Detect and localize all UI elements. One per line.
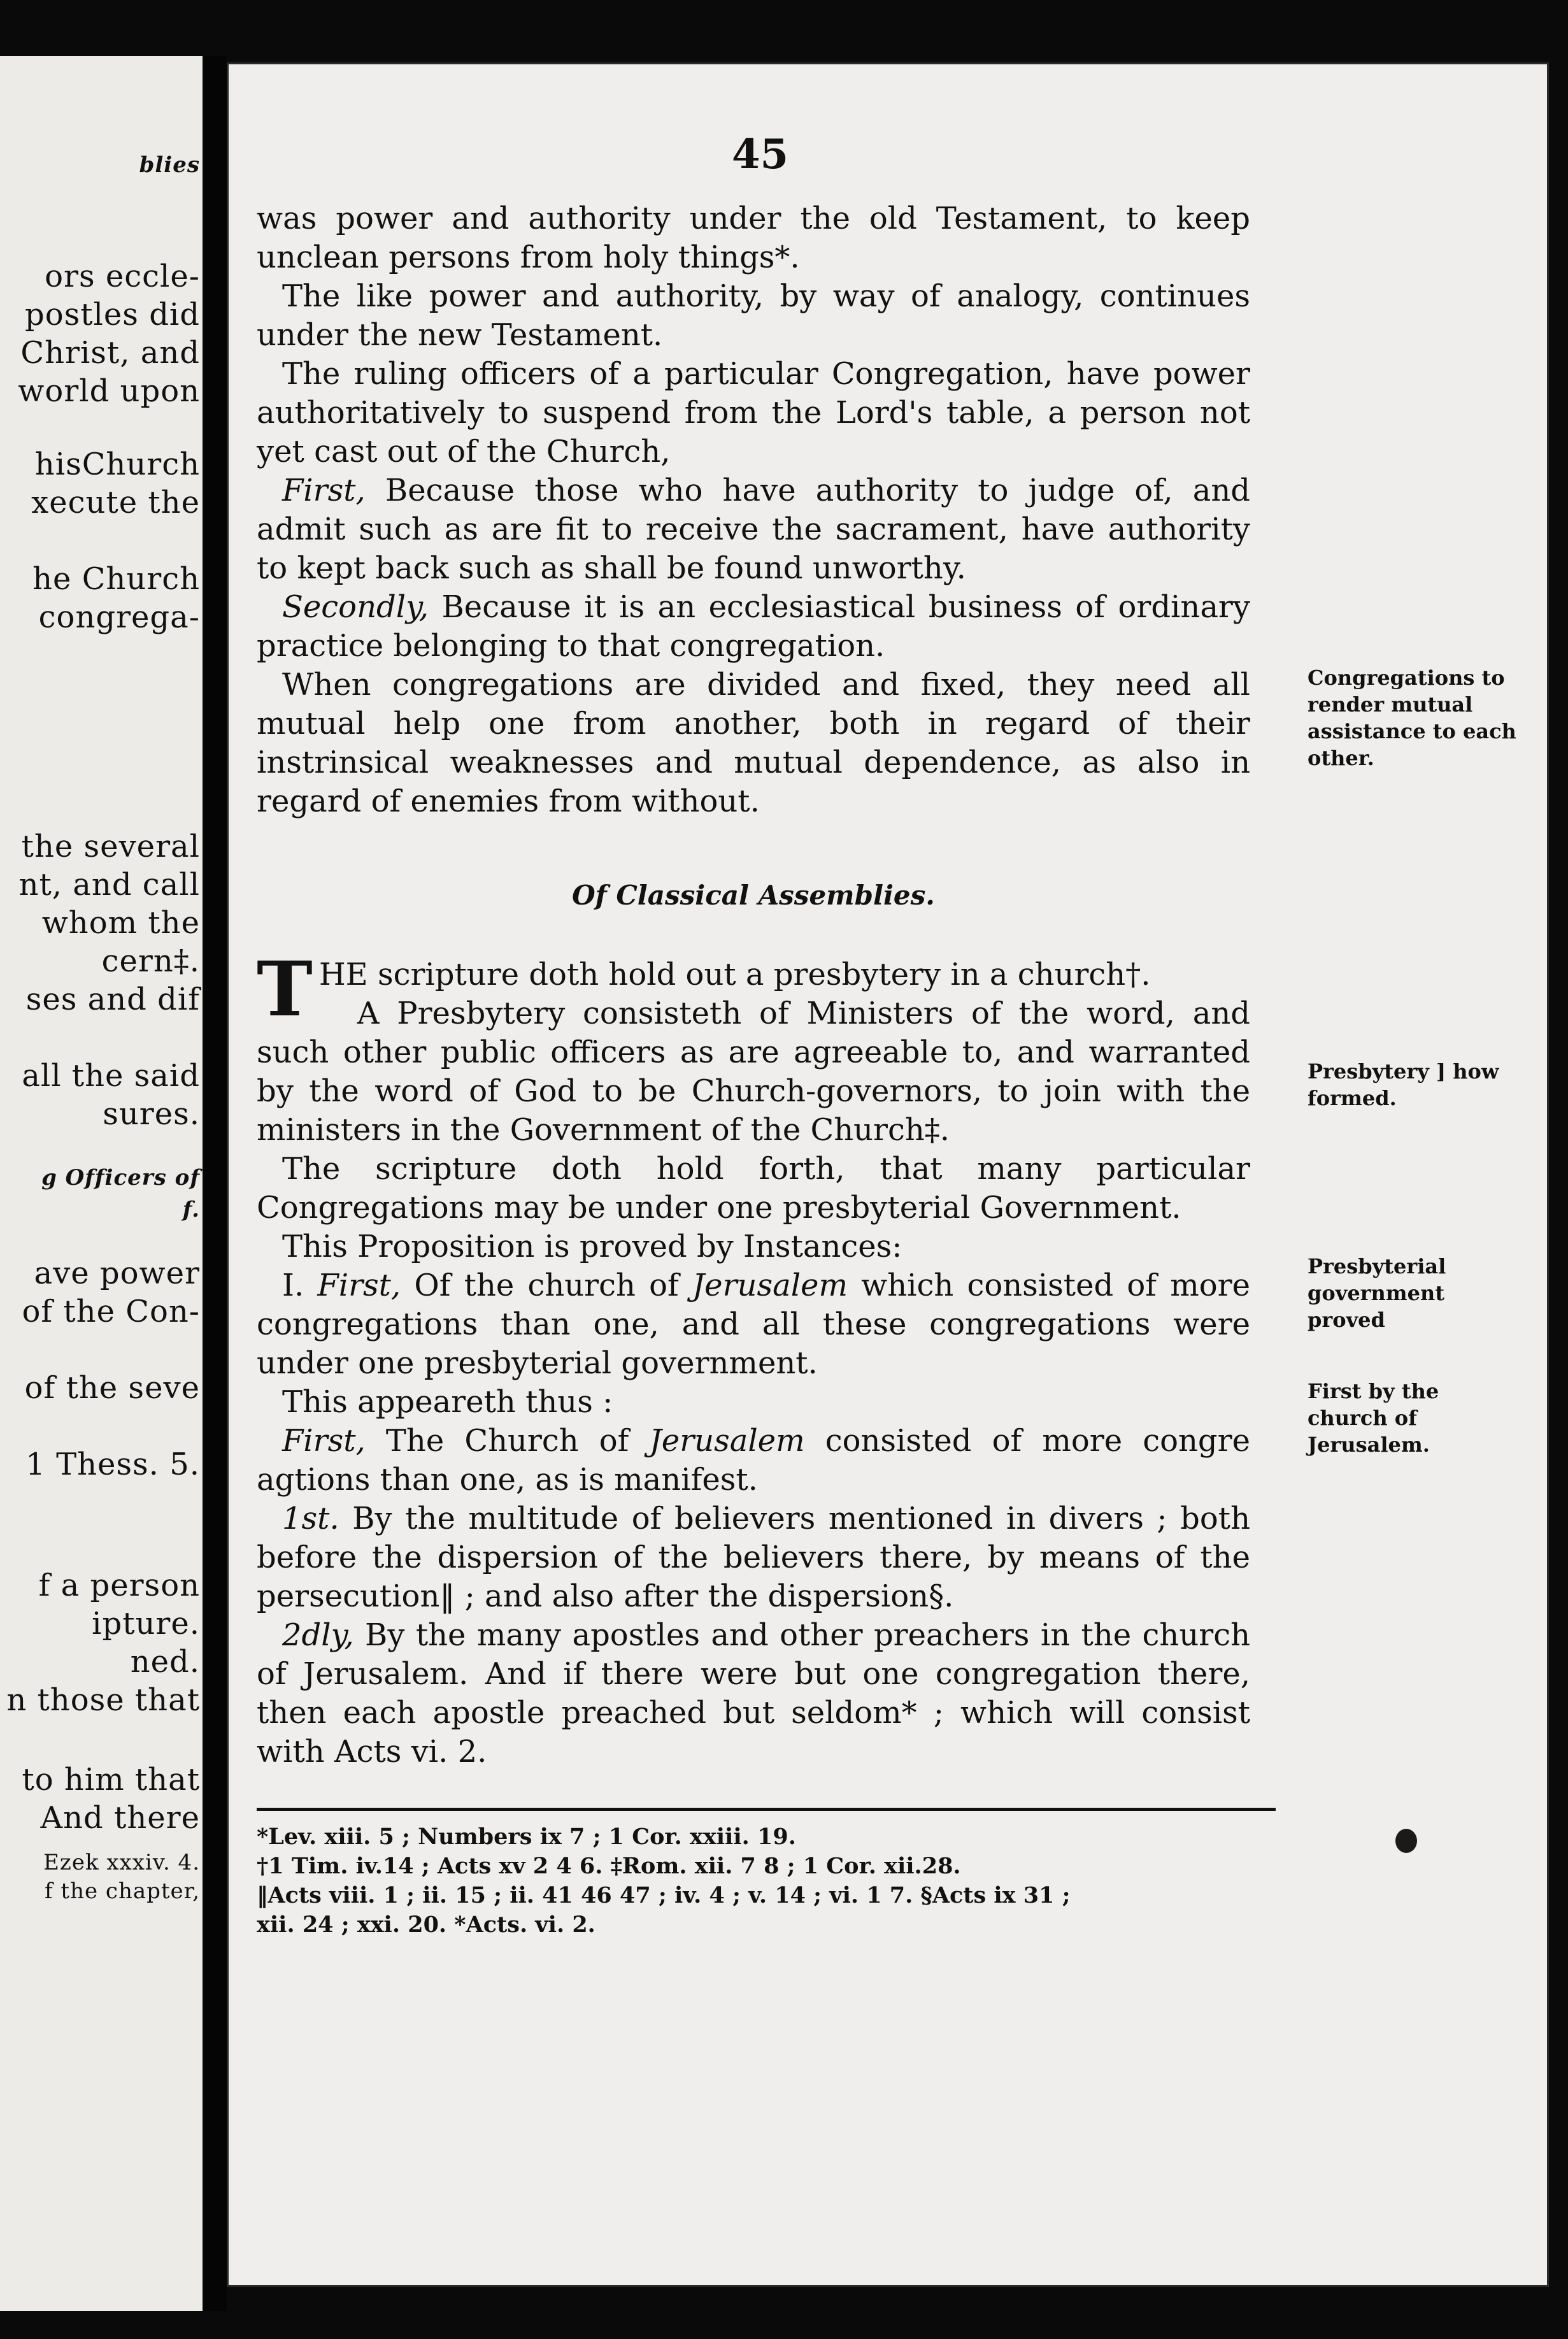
margin-note: Presbyterial government proved	[1308, 1254, 1446, 1332]
left-page-line: f.	[182, 1197, 200, 1222]
paragraph-body: which consisted of more congregations than one, and all these congregations were under one presbyterial government.	[257, 1268, 1250, 1381]
footnote-rule	[257, 1808, 1276, 1811]
paragraph: This Proposition is proved by Instances:	[282, 1229, 902, 1264]
left-page-line: ses and dif	[25, 982, 200, 1017]
ink-spot	[1395, 1829, 1417, 1853]
footnote-line: *Lev. xiii. 5 ; Numbers ix 7 ; 1 Cor. xxiii. 19.	[257, 1824, 796, 1850]
paragraph-body: HE scripture doth hold out a presbytery in a church†.	[318, 957, 1151, 992]
paragraph	[257, 945, 1250, 1033]
paragraph-body: consisted of more congre agtions than one, as is manifest.	[257, 1423, 1251, 1498]
left-page-line: And there	[40, 1800, 200, 1836]
left-page-line: n those that	[6, 1682, 200, 1718]
left-page-line: ned.	[130, 1644, 200, 1680]
paragraph-lead: Secondly,	[282, 589, 429, 625]
paragraph-body: The Church of	[365, 1423, 650, 1459]
paragraph	[257, 471, 1250, 588]
paragraph: A Presbytery consisteth of Ministers of the word, and such other public officers as are agreeable to, and warranted by the word of God to be Church-governors, to join with the ministers in the Government of the Church‡.	[257, 996, 1250, 1148]
footnote-line: ‖Acts viii. 1 ; ii. 15 ; ii. 41 46 47 ; iv. 4 ; v. 14 ; vi. 1 7. §Acts ix 31 ;	[257, 1882, 1071, 1908]
paragraph: was power and authority under the old Testament, to keep unclean persons from holy things*.	[257, 201, 1250, 275]
margin-note: First by the church of Jerusalem.	[1308, 1379, 1439, 1457]
left-page-line: world upon	[18, 373, 200, 409]
paragraph	[257, 1422, 1250, 1499]
paragraph-lead: 1st.	[282, 1501, 339, 1536]
left-page-line: of the seve	[24, 1370, 200, 1406]
left-page-line: to him that	[22, 1762, 200, 1798]
paragraph-number: I.	[282, 1268, 318, 1303]
right-page	[227, 62, 1549, 2287]
left-page-line: f the chapter,	[45, 1878, 200, 1904]
left-page-line: sures.	[103, 1096, 200, 1132]
paragraph: When congregations are divided and fixed, they need all mutual help one from another, both in regard of their instrinsical weaknesses and mutual dependence, as also in regard of enemies from without.	[257, 667, 1250, 819]
paragraph	[257, 1499, 1250, 1616]
left-page-line: g Officers of	[41, 1165, 200, 1191]
paragraph: The ruling officers of a particular Congregation, have power authoritatively to suspend from the Lord's table, a person not yet cast out of the Church,	[257, 356, 1250, 469]
left-page-line: the several	[21, 829, 200, 864]
left-page-line: Christ, and	[20, 335, 200, 371]
left-page-line: congrega-	[38, 599, 200, 635]
paragraph-lead: First,	[317, 1268, 401, 1303]
paragraph: The scripture doth hold forth, that many particular Congregations may be under one presbyterial Government.	[257, 1151, 1250, 1226]
place-name: Jerusalem	[649, 1423, 805, 1459]
left-page-line: Ezek xxxiv. 4.	[43, 1850, 200, 1875]
paragraph-lead: First,	[282, 473, 366, 508]
paragraph-lead: First,	[282, 1423, 366, 1459]
left-page-line: 1 Thess. 5.	[25, 1447, 200, 1482]
paragraph-body: Because those who have authority to judge of, and admit such as are fit to receive the sacrament, have authority to kept back such as shall be found unworthy.	[257, 473, 1250, 586]
left-page-line: blies	[139, 152, 200, 178]
left-page-line: whom the	[41, 905, 200, 941]
footnote-line: xii. 24 ; xxi. 20. *Acts. vi. 2.	[257, 1912, 595, 1938]
paragraph-body: Of the church of	[401, 1268, 692, 1303]
paragraph	[257, 1266, 1250, 1383]
footnote-line: †1 Tim. iv.14 ; Acts xv 2 4 6. ‡Rom. xii. 7 8 ; 1 Cor. xii.28.	[257, 1853, 961, 1879]
left-page-line: xecute the	[31, 485, 200, 520]
paragraph-body: By the multitude of believers mentioned in divers ; both before the dispersion of the believers there, by means of the persecution‖ ; and also after the dispersion§.	[257, 1501, 1250, 1614]
left-page-line: postles did	[25, 297, 200, 333]
left-page-line: he Church	[32, 561, 200, 597]
left-page-line: cern‡.	[101, 943, 200, 979]
main-text	[257, 199, 1250, 1771]
page-number: 45	[732, 131, 789, 178]
left-page-line: ipture.	[92, 1606, 200, 1642]
drop-cap: T	[257, 945, 313, 1033]
paragraph-body: Because it is an ecclesiastical business of ordinary practice belonging to that congregation.	[257, 589, 1250, 664]
paragraph-lead: 2dly,	[282, 1617, 354, 1653]
section-heading: Of Classical Assemblies.	[572, 880, 935, 911]
place-name: Jerusalem	[692, 1268, 848, 1303]
left-page-line: nt, and call	[18, 867, 200, 903]
paragraph	[257, 588, 1250, 666]
paragraph: This appeareth thus :	[282, 1384, 613, 1420]
paragraph: The like power and authority, by way of analogy, continues under the new Testament.	[257, 278, 1250, 353]
left-page	[0, 56, 205, 2311]
left-page-line: ave power	[34, 1255, 200, 1291]
margin-note: Congregations to render mutual assistance to each other.	[1308, 666, 1516, 770]
paragraph-body: By the many apostles and other preachers in the church of Jerusalem. And if there were but one congregation there, then each apostle preached but seldom* ; which will consist with Acts vi. 2.	[257, 1617, 1250, 1770]
margin-note: Presbytery ] how formed.	[1308, 1059, 1499, 1110]
left-page-line: of the Con-	[22, 1294, 200, 1329]
footnotes	[257, 1822, 1276, 1940]
paragraph	[257, 1616, 1250, 1771]
left-page-line: all the said	[22, 1058, 200, 1094]
left-page-line: f a person	[38, 1568, 200, 1603]
left-page-line: hisChurch	[34, 447, 200, 482]
left-page-line: ors eccle-	[45, 259, 200, 294]
book-gutter	[203, 56, 227, 2311]
